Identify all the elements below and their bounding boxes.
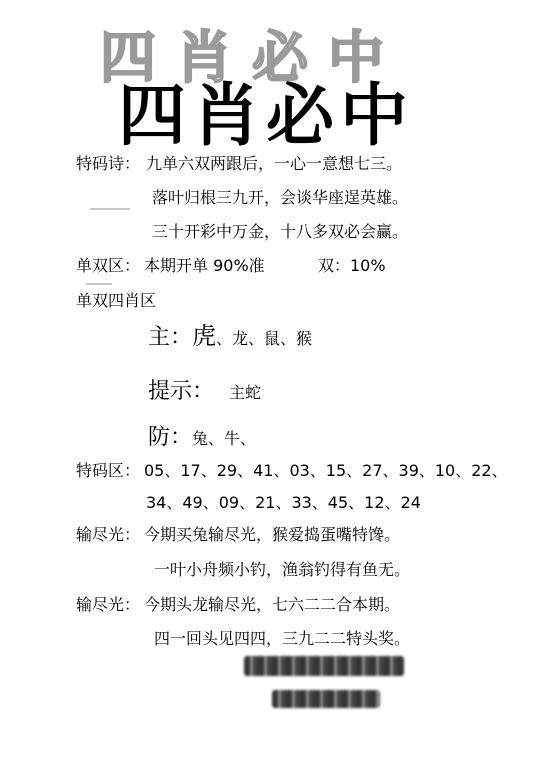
guard-label: 防： — [148, 425, 193, 450]
lose2-line-2: 四一回头见四四，三九二二特头奖。 — [154, 629, 411, 648]
zone-title: 单双四肖区 — [76, 291, 157, 310]
main-pick-first: 虎 — [192, 322, 217, 350]
scan-dots — [86, 283, 112, 285]
odd-even-odd: 本期开单 90%准 — [144, 256, 265, 275]
lose1-line-2: 一叶小舟频小钓，渔翁钓得有鱼无。 — [154, 560, 411, 579]
poem-line-3: 三十开彩中万金，十八多双必会赢。 — [152, 222, 409, 241]
poem-label: 特码诗： — [76, 154, 141, 173]
lose1-label: 输尽光： — [76, 525, 141, 544]
title-watermark: 四肖必中 — [100, 25, 404, 91]
hint-value: 主蛇 — [229, 383, 262, 402]
redacted-stamp — [244, 656, 404, 676]
main-pick-rest: 、龙、鼠、猴 — [216, 329, 313, 348]
hint — [148, 374, 261, 405]
lose2-label: 输尽光： — [76, 595, 141, 614]
hint-label: 提示： — [148, 379, 215, 404]
main-pick-label: 主： — [148, 325, 193, 350]
poem-line-1: 九单六双两跟后，一心一意想七三。 — [146, 154, 403, 173]
scan-dots — [90, 208, 130, 210]
redacted-stamp — [272, 690, 380, 708]
special-numbers-line-2: 34、49、09、21、33、45、12、24 — [146, 493, 421, 512]
lose2-line-1: 今期头龙输尽光，七六二二合本期。 — [144, 595, 401, 614]
odd-even-label: 单双区： — [76, 256, 141, 275]
guard-value: 兔、牛、 — [192, 429, 257, 448]
poem-line-2: 落叶归根三九开，会谈华座逞英雄。 — [152, 188, 409, 207]
main-pick — [148, 316, 312, 351]
odd-even-even: 双：10% — [318, 256, 386, 275]
special-numbers-line-1: 05、17、29、41、03、15、27、39、10、22、 — [144, 461, 508, 480]
special-numbers-label: 特码区： — [76, 461, 141, 480]
lose1-line-1: 今期买兔输尽光，猴爱捣蛋嘴特馋。 — [144, 525, 401, 544]
guard — [148, 420, 256, 451]
page-title: 四肖必中 — [118, 77, 415, 156]
